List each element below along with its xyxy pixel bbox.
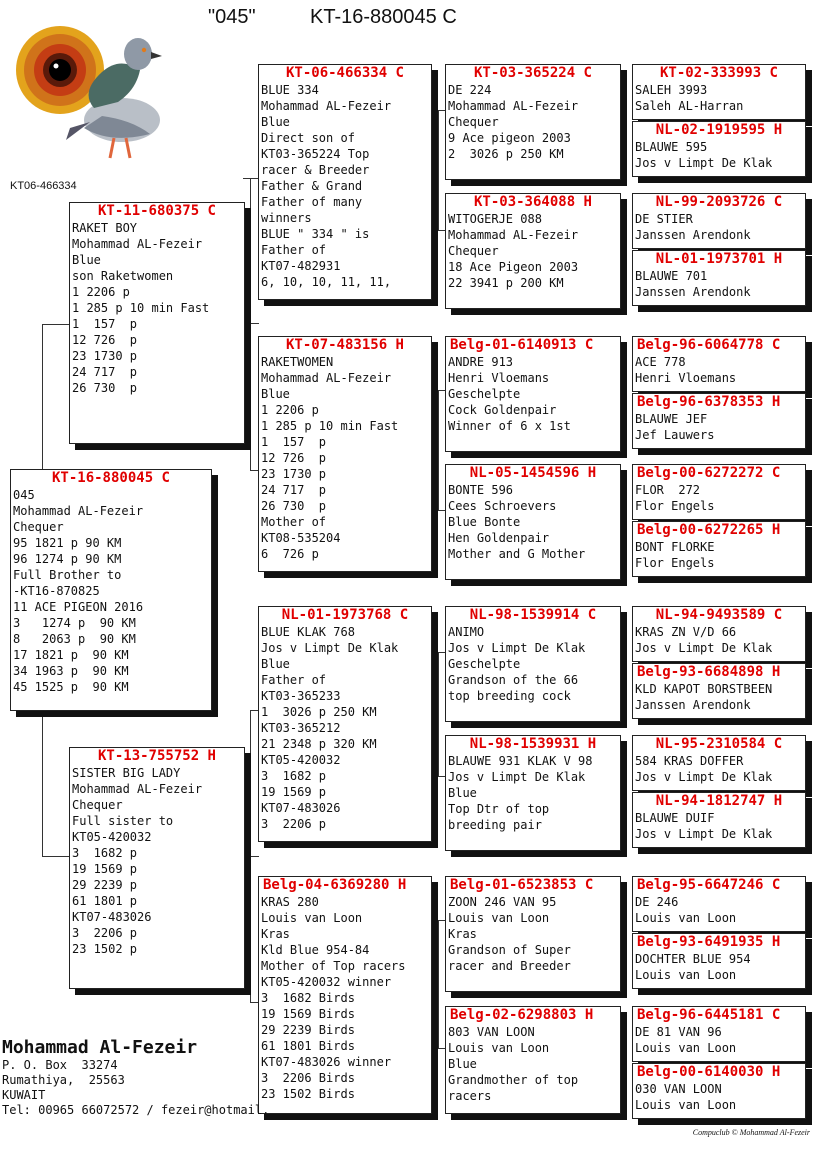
ring-number: Belg-96-6064778 C [637,337,781,353]
ring-number: NL-05-1454596 H [469,465,597,481]
bird-details [446,624,620,704]
detail-line: Louis van Loon [635,968,737,982]
bird-details [633,82,805,114]
ring-number: Belg-96-6378353 H [637,394,781,410]
detail-line: KLD KAPOT BORSTBEEN [635,682,773,696]
detail-line: 23 1502 p [72,942,138,956]
ring-number: KT-06-466334 C [285,65,404,81]
detail-line: 23 1502 Birds [261,1087,355,1101]
detail-line: KT07-483026 [72,910,152,924]
connector [438,110,439,230]
detail-line: SALEH 3993 [635,83,708,97]
ring-number: Belg-95-6647246 C [637,877,781,893]
detail-line: ACE 778 [635,355,686,369]
pedigree-box-dss [445,606,621,722]
connector [250,178,251,470]
detail-line: Mohammad AL-Fezeir [72,237,203,251]
detail-line: Louis van Loon [448,911,550,925]
bird-details [633,810,805,842]
detail-line: KRAS 280 [261,895,319,909]
bird-details [259,624,431,832]
pedigree-box-subject [10,469,212,711]
bird-details [70,765,244,957]
detail-line: Chequer [72,798,123,812]
detail-line: 3 1274 p 90 KM [13,616,136,630]
detail-line: Mother of [261,515,327,529]
detail-line: 24 717 p [261,483,327,497]
detail-line: 95 1821 p 90 KM [13,536,122,550]
detail-line: Mohammad AL-Fezeir [261,371,392,385]
connector [626,222,627,282]
detail-line: KT03-365233 [261,689,341,703]
detail-line: 803 VAN LOON [448,1025,535,1039]
pedigree-box-g6 [632,393,806,449]
pedigree-box-g16 [632,1063,806,1119]
detail-line: Blue [261,657,290,671]
detail-line: KT05-420032 [261,753,341,767]
pedigree-box-g13 [632,876,806,932]
detail-line: Mother and G Mother [448,547,586,561]
pedigree-box-g7 [632,464,806,520]
breeder-name: Mohammad Al-Fezeir [2,1037,198,1058]
ring-number: NL-94-1812747 H [655,793,783,809]
bird-details [633,624,805,656]
detail-line: 21 2348 p 320 KM [261,737,377,751]
bird-details [446,211,620,291]
ring-number: NL-01-1973701 H [655,251,783,267]
detail-line: 12 726 p [72,333,138,347]
pedigree-box-g8 [632,521,806,577]
detail-line: Chequer [448,244,499,258]
detail-line: Cock Goldenpair [448,403,557,417]
detail-line: Cees Schroevers [448,499,557,513]
detail-line: WITOGERJE 088 [448,212,542,226]
detail-line: Mohammad AL-Fezeir [13,504,144,518]
detail-line: 96 1274 p 90 KM [13,552,122,566]
detail-line: BONT FLORKE [635,540,715,554]
detail-line: 030 VAN LOON [635,1082,722,1096]
detail-line: 1 157 p [72,317,138,331]
detail-line: Jos v Limpt De Klak [261,641,399,655]
pedigree-box-g4 [632,250,806,306]
detail-line: Jef Lauwers [635,428,715,442]
pedigree-box-sss [445,64,621,180]
pedigree-box-ss [258,64,432,300]
ring-number: NL-99-2093726 C [655,194,783,210]
detail-line: Louis van Loon [635,1041,737,1055]
detail-line: 23 1730 p [72,349,138,363]
ring-number: KT-16-880045 C [51,470,170,486]
bird-details [11,487,211,695]
detail-line: 3 2206 p [72,926,138,940]
detail-line: Mohammad AL-Fezeir [261,99,392,113]
bird-details [633,539,805,571]
ring-number: NL-95-2310584 C [655,736,783,752]
detail-line: 9 Ace pigeon 2003 [448,131,571,145]
detail-line: DOCHTER BLUE 954 [635,952,751,966]
detail-line: Mohammad AL-Fezeir [448,99,579,113]
breeder-contact: Tel: 00965 66072572 / fezeir@hotmail. [2,1103,270,1117]
detail-line: BLAUWE 595 [635,140,708,154]
copyright-note: Compuclub © Mohammad Al-Fezeir [692,1128,810,1137]
detail-line: Blue [261,387,290,401]
pigeon-name-title: "045" [208,6,256,28]
bird-details [446,354,620,434]
ring-number: NL-94-9493589 C [655,607,783,623]
ring-number: Belg-00-6272265 H [637,522,781,538]
pigeon-photo [10,12,170,172]
ring-number-title: KT-16-880045 C [310,6,457,28]
connector [42,856,70,857]
bird-details [633,1081,805,1113]
detail-line: racers [448,1089,492,1103]
detail-line: Father of [261,673,327,687]
detail-line: 61 1801 p [72,894,138,908]
connector [438,920,439,1048]
detail-line: BLAUWE JEF [635,412,708,426]
detail-line: 3 2206 Birds [261,1071,355,1085]
detail-line: KT07-483026 [261,801,341,815]
detail-line: Winner of 6 x 1st [448,419,571,433]
detail-line: Jos v Limpt De Klak [635,156,773,170]
detail-line: 045 [13,488,35,502]
ring-number: Belg-04-6369280 H [263,877,407,893]
ring-number: Belg-01-6523853 C [450,877,594,893]
connector [626,362,627,420]
bird-details [633,268,805,300]
connector [42,324,70,325]
detail-line: Blue [72,253,101,267]
detail-line: -KT16-870825 [13,584,100,598]
detail-line: KT08-535204 [261,531,341,545]
bird-details [259,82,431,290]
detail-line: 1 285 p 10 min Fast [72,301,210,315]
ring-number: NL-01-1973768 C [281,607,409,623]
connector [626,764,627,822]
ring-number: NL-98-1539914 C [469,607,597,623]
detail-line: DE 246 [635,895,679,909]
detail-line: 22 3941 p 200 KM [448,276,564,290]
connector [438,390,439,510]
bird-details [633,681,805,713]
connector [626,90,627,150]
detail-line: Mother of Top racers [261,959,406,973]
connector [626,1034,627,1092]
detail-line: 34 1963 p 90 KM [13,664,129,678]
detail-line: Henri Vloemans [448,371,550,385]
detail-line: Janssen Arendonk [635,698,751,712]
detail-line: 1 2206 p [261,403,319,417]
detail-line: ANDRE 913 [448,355,514,369]
detail-line: 1 285 p 10 min Fast [261,419,399,433]
detail-line: BLUE KLAK 768 [261,625,355,639]
detail-line: 2 3026 p 250 KM [448,147,564,161]
detail-line: KT05-420032 winner [261,975,392,989]
detail-line: Full sister to [72,814,174,828]
detail-line: Mohammad AL-Fezeir [72,782,203,796]
detail-line: 45 1525 p 90 KM [13,680,129,694]
detail-line: Geschelpte [448,657,521,671]
detail-line: Grandson of the 66 [448,673,579,687]
detail-line: Janssen Arendonk [635,228,751,242]
detail-line: 3 1682 p [261,769,327,783]
detail-line: KT03-365224 Top [261,147,370,161]
ring-number: NL-98-1539931 H [469,736,597,752]
detail-line: BLUE 334 [261,83,319,97]
detail-line: DE STIER [635,212,693,226]
detail-line: racer & Breeder [261,163,370,177]
detail-line: Father & Grand [261,179,363,193]
connector [626,492,627,550]
detail-line: Louis van Loon [448,1041,550,1055]
bird-details [633,1024,805,1056]
detail-line: FLOR 272 [635,483,701,497]
detail-line: Jos v Limpt De Klak [635,641,773,655]
detail-line: 584 KRAS DOFFER [635,754,744,768]
detail-line: BLAUWE DUIF [635,811,715,825]
connector [42,324,43,470]
detail-line: 6 726 p [261,547,319,561]
detail-line: 19 1569 p [261,785,327,799]
ring-number: NL-02-1919595 H [655,122,783,138]
detail-line: 3 2206 p [261,817,327,831]
bird-details [633,211,805,243]
detail-line: BLAUWE 931 KLAK V 98 [448,754,593,768]
breeder-country: KUWAIT [2,1088,46,1102]
detail-line: KT07-482931 [261,259,341,273]
detail-line: 1 3026 p 250 KM [261,705,377,719]
connector [243,178,259,179]
detail-line: 1 2206 p [72,285,130,299]
detail-line: 26 730 p [72,381,138,395]
detail-line: 23 1730 p [261,467,327,481]
breeder-address: P. O. Box 33274 [2,1058,118,1072]
detail-line: DE 81 VAN 96 [635,1025,722,1039]
bird-details [446,482,620,562]
detail-line: 19 1569 p [72,862,138,876]
ring-number: Belg-00-6272272 C [637,465,781,481]
pedigree-box-ds [258,606,432,842]
detail-line: Father of many [261,195,363,209]
detail-line: Henri Vloemans [635,371,737,385]
detail-line: top breeding cock [448,689,571,703]
pedigree-box-g14 [632,933,806,989]
ring-number: Belg-01-6140913 C [450,337,594,353]
connector [438,652,439,776]
pedigree-box-g12 [632,792,806,848]
pedigree-box-g11 [632,735,806,791]
bird-details [446,82,620,162]
detail-line: ZOON 246 VAN 95 [448,895,557,909]
detail-line: Father of [261,243,327,257]
ring-number: Belg-00-6140030 H [637,1064,781,1080]
pedigree-box-g15 [632,1006,806,1062]
connector [626,906,627,964]
detail-line: Flor Engels [635,556,715,570]
ring-number: Belg-93-6491935 H [637,934,781,950]
bird-details [633,753,805,785]
bird-details [70,220,244,396]
detail-line: Blue [448,1057,477,1071]
pedigree-box-g3 [632,193,806,249]
detail-line: winners [261,211,312,225]
detail-line: Jos v Limpt De Klak [635,827,773,841]
connector [626,636,627,692]
bird-details [446,1024,620,1104]
detail-line: Louis van Loon [635,911,737,925]
detail-line: Kld Blue 954-84 [261,943,370,957]
detail-line: SISTER BIG LADY [72,766,181,780]
detail-line: Geschelpte [448,387,521,401]
detail-line: Louis van Loon [261,911,363,925]
photo-label: KT06-466334 [10,180,77,192]
bird-details [259,354,431,562]
ring-number: KT-07-483156 H [285,337,404,353]
pedigree-box-g1 [632,64,806,120]
detail-line: Kras [261,927,290,941]
detail-line: Chequer [448,115,499,129]
detail-line: Jos v Limpt De Klak [448,641,586,655]
pedigree-box-dam [69,747,245,989]
detail-line: Janssen Arendonk [635,285,751,299]
ring-number: KT-03-364088 H [473,194,592,210]
detail-line: 12 726 p [261,451,327,465]
pedigree-box-g2 [632,121,806,177]
detail-line: BLAUWE 701 [635,269,708,283]
bird-details [446,894,620,974]
detail-line: 61 1801 Birds [261,1039,355,1053]
detail-line: KT03-365212 [261,721,341,735]
ring-number: Belg-93-6684898 H [637,664,781,680]
connector [243,856,259,857]
detail-line: 3 1682 p [72,846,138,860]
detail-line: 29 2239 Birds [261,1023,355,1037]
detail-line: Top Dtr of top [448,802,550,816]
detail-line: 26 730 p [261,499,327,513]
detail-line: Blue [261,115,290,129]
detail-line: 11 ACE PIGEON 2016 [13,600,144,614]
detail-line: Blue [448,786,477,800]
detail-line: 6, 10, 10, 11, 11, [261,275,392,289]
pedigree-box-ddd [445,1006,621,1114]
detail-line: 24 717 p [72,365,138,379]
detail-line: RAKET BOY [72,221,138,235]
bird-details [446,753,620,833]
pedigree-box-g5 [632,336,806,392]
pedigree-box-g10 [632,663,806,719]
detail-line: ANIMO [448,625,485,639]
detail-line: Grandmother of top [448,1073,579,1087]
detail-line: Blue Bonte [448,515,521,529]
detail-line: DE 224 [448,83,492,97]
bird-details [633,894,805,926]
detail-line: Saleh AL-Harran [635,99,744,113]
ring-number: KT-02-333993 C [659,65,778,81]
bird-details [633,411,805,443]
detail-line: Grandson of Super [448,943,571,957]
bird-details [633,139,805,171]
detail-line: KRAS ZN V/D 66 [635,625,737,639]
breeder-city: Rumathiya, 25563 [2,1073,125,1087]
detail-line: Mohammad AL-Fezeir [448,228,579,242]
detail-line: Kras [448,927,477,941]
bird-details [633,482,805,514]
pedigree-box-g9 [632,606,806,662]
detail-line: Full Brother to [13,568,122,582]
detail-line: BONTE 596 [448,483,514,497]
detail-line: KT07-483026 winner [261,1055,392,1069]
detail-line: Jos v Limpt De Klak [635,770,773,784]
detail-line: 8 2063 p 90 KM [13,632,136,646]
ring-number: Belg-02-6298803 H [450,1007,594,1023]
detail-line: son Raketwomen [72,269,174,283]
detail-line: racer and Breeder [448,959,571,973]
detail-line: 29 2239 p [72,878,138,892]
pedigree-box-dds [445,876,621,992]
ring-number: KT-03-365224 C [473,65,592,81]
ring-number: Belg-96-6445181 C [637,1007,781,1023]
detail-line: breeding pair [448,818,542,832]
connector [42,710,43,856]
detail-line: RAKETWOMEN [261,355,334,369]
detail-line: Chequer [13,520,64,534]
connector [243,323,259,324]
detail-line: 18 Ace Pigeon 2003 [448,260,579,274]
pedigree-box-dd [258,876,432,1114]
pedigree-box-sire [69,202,245,444]
detail-line: Jos v Limpt De Klak [448,770,586,784]
pedigree-box-dsd [445,735,621,851]
detail-line: 3 1682 Birds [261,991,355,1005]
bird-details [633,354,805,386]
pedigree-box-sds [445,336,621,452]
detail-line: KT05-420032 [72,830,152,844]
detail-line: Louis van Loon [635,1098,737,1112]
ring-number: KT-11-680375 C [97,203,216,219]
bird-details [633,951,805,983]
breeder-info [2,1038,269,1118]
bird-details [259,894,431,1102]
detail-line: 17 1821 p 90 KM [13,648,129,662]
detail-line: Flor Engels [635,499,715,513]
detail-line: 1 157 p [261,435,327,449]
detail-line: 19 1569 Birds [261,1007,355,1021]
pedigree-box-sd [258,336,432,572]
pedigree-box-ssd [445,193,621,309]
detail-line: Direct son of [261,131,355,145]
pedigree-box-sdd [445,464,621,580]
detail-line: BLUE " 334 " is [261,227,370,241]
detail-line: Hen Goldenpair [448,531,550,545]
ring-number: KT-13-755752 H [97,748,216,764]
